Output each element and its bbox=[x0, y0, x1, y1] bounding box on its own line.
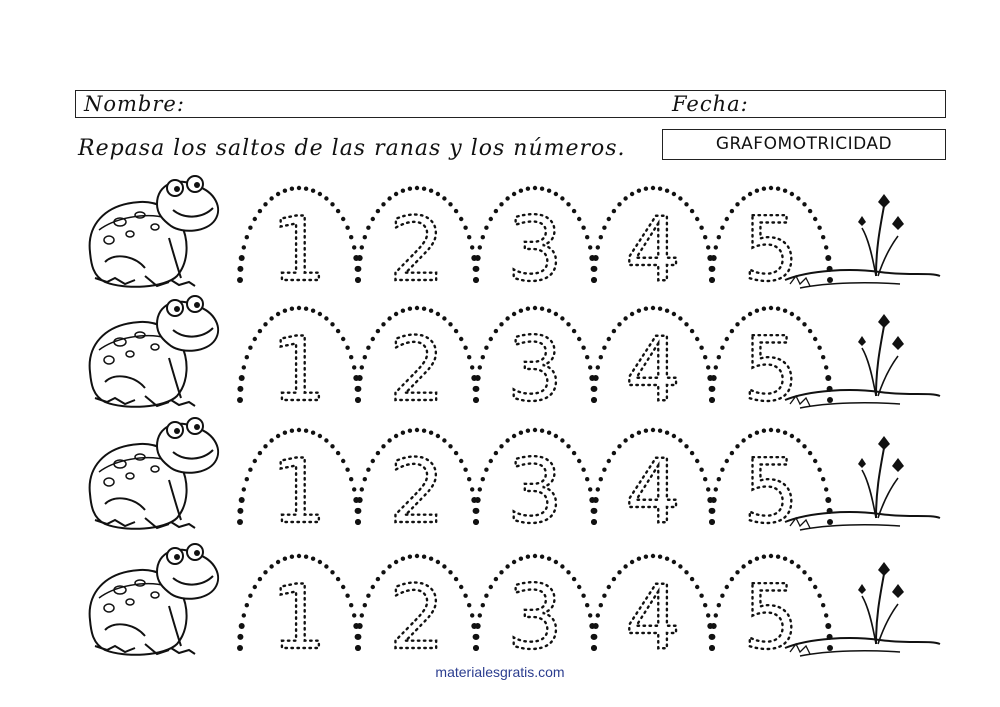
frog-illustration bbox=[90, 544, 218, 655]
instruction-text: Repasa los saltos de las ranas y los números. bbox=[78, 136, 626, 161]
exercise-row bbox=[90, 544, 940, 669]
tracing-digit: 5 bbox=[743, 318, 799, 421]
tracing-digit: 5 bbox=[743, 566, 799, 669]
exercise-row bbox=[90, 176, 940, 301]
tracing-digit: 4 bbox=[625, 198, 681, 301]
tracing-digit: 2 bbox=[389, 566, 445, 669]
frog-illustration bbox=[90, 296, 218, 407]
footer-credit: materialesgratis.com bbox=[435, 664, 565, 680]
tracing-digit: 3 bbox=[507, 566, 563, 669]
exercise-row bbox=[90, 296, 940, 421]
tracing-digit: 3 bbox=[507, 198, 563, 301]
tracing-digit: 1 bbox=[271, 440, 327, 543]
exercise-row bbox=[90, 418, 940, 543]
frog-illustration bbox=[90, 176, 218, 287]
tracing-digit: 3 bbox=[507, 318, 563, 421]
plant-illustration bbox=[785, 194, 940, 288]
tracing-digit: 2 bbox=[389, 198, 445, 301]
tracing-digit: 4 bbox=[625, 318, 681, 421]
tracing-digit: 4 bbox=[625, 566, 681, 669]
date-label: Fecha: bbox=[672, 92, 749, 116]
tracing-digit: 3 bbox=[507, 440, 563, 543]
subject-box: GRAFOMOTRICIDAD bbox=[662, 129, 946, 160]
tracing-digit: 4 bbox=[625, 440, 681, 543]
tracing-digit: 1 bbox=[271, 318, 327, 421]
tracing-digit: 2 bbox=[389, 318, 445, 421]
name-label: Nombre: bbox=[84, 92, 185, 116]
plant-illustration bbox=[785, 314, 940, 408]
tracing-digit: 1 bbox=[271, 566, 327, 669]
frog-illustration bbox=[90, 418, 218, 529]
plant-illustration bbox=[785, 436, 940, 530]
tracing-digit: 5 bbox=[743, 440, 799, 543]
tracing-digit: 1 bbox=[271, 198, 327, 301]
plant-illustration bbox=[785, 562, 940, 656]
tracing-digit: 2 bbox=[389, 440, 445, 543]
tracing-digit: 5 bbox=[743, 198, 799, 301]
